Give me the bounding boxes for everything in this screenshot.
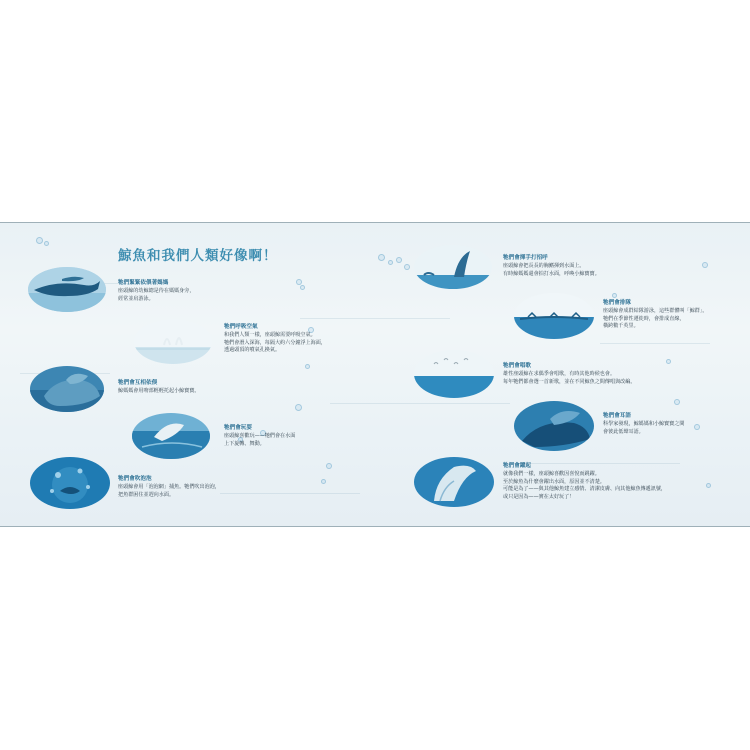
entry-text-line: 透過頭頂的噴氣孔換氣。 <box>224 347 281 354</box>
bubble <box>300 285 305 290</box>
entry-breach <box>503 462 666 501</box>
bubble <box>321 479 326 484</box>
bubble <box>674 399 680 405</box>
bubble <box>36 237 43 244</box>
entry-text-line: 就像我們一樣，座頭鯨喜歡因喜悅而跳躍。 <box>503 471 600 477</box>
entry-heading: 牠們呼吸空氣 <box>224 324 258 330</box>
entry-text-line: 上下旋轉、舞動。 <box>224 440 265 447</box>
whale-illustration <box>414 245 492 289</box>
entry-text-line: 雄性座頭鯨在求偶季會唱歌，有時其他時候也會。 <box>503 371 616 377</box>
bubble <box>388 260 393 265</box>
watercolor-stroke <box>300 318 450 319</box>
bubble <box>378 254 385 261</box>
entry-text-line: 把魚群困住並趕向水面。 <box>118 491 175 498</box>
entry-whisper <box>603 412 685 436</box>
entry-text-line: 橫跨數千英里。 <box>603 323 639 330</box>
watercolor-stroke <box>220 493 360 494</box>
entry-text-line: 和我們人類一樣，座頭鯨需要呼吸空氣。 <box>224 332 316 338</box>
entry-text-line: 或只是因為——實在太好玩了！ <box>503 493 575 500</box>
entry-wave-hello <box>503 254 600 278</box>
whale-illustration <box>132 413 210 459</box>
bubble <box>396 257 402 263</box>
page-title: 鯨魚和我們人類好像啊！ <box>118 248 278 264</box>
entry-text-line: 會彼此低聲耳語。 <box>603 428 644 435</box>
bubble <box>44 241 49 246</box>
entry-text-line: 每年牠們都會選一首新歌，並在不同鯨魚之間傳唱與改編。 <box>503 378 636 385</box>
whale-illustration <box>28 267 106 312</box>
entry-text-line: 經常並肩游泳。 <box>118 295 154 302</box>
entry-text-line: 鯨媽媽會用吻部輕輕托起小鯨寶寶。 <box>118 388 200 394</box>
entry-heading: 牠們會耳語 <box>603 413 631 419</box>
entry-heading: 牠們會吹泡泡 <box>118 476 152 482</box>
bubble <box>666 359 671 364</box>
bubble <box>305 364 310 369</box>
whale-illustration <box>414 457 494 507</box>
entry-heading: 牠們會玩耍 <box>224 425 252 431</box>
bubble <box>612 293 617 298</box>
whale-illustration <box>414 350 494 398</box>
bubble <box>702 262 708 268</box>
bubble <box>326 463 332 469</box>
entry-line-up <box>603 299 707 331</box>
entry-heading: 牠們緊緊依偎著媽媽 <box>118 280 169 286</box>
entry-text-line: 可能是為了——與其他鯨魚建立感情、清潔皮膚、向其他鯨魚傳遞訊號， <box>503 486 667 493</box>
entry-text-line: 牠們會潛入深海，每隔大約六分鐘浮上海面， <box>224 339 326 346</box>
entry-text-line: 座頭鯨的幼鯨總是待在媽媽身旁， <box>118 288 195 294</box>
entry-text-line: 座頭鯨會把長長的胸鰭揮到水面上。 <box>503 263 585 269</box>
bubble <box>295 404 302 411</box>
entry-text-line: 座頭鯨喜歡玩——牠們會在水面 <box>224 433 296 439</box>
entry-text-line: 座頭鯨會成群結隊游泳，這些群體叫「鯨群」。 <box>603 308 708 314</box>
entry-play <box>224 424 295 448</box>
entry-heading: 牠們會唱歌 <box>503 363 531 369</box>
whale-illustration <box>30 457 110 509</box>
whale-illustration <box>514 293 594 339</box>
entry-stay-with-mom <box>118 279 194 303</box>
bubble <box>694 424 700 430</box>
whale-illustration <box>30 366 104 412</box>
entry-heading: 牠們會互相依偎 <box>118 380 158 386</box>
entry-text-line: 至於鯨魚為什麼會躍出水面，原因並不清楚。 <box>503 478 605 485</box>
entry-nuzzle <box>118 379 200 396</box>
bubble <box>706 483 711 488</box>
whale-illustration <box>134 319 212 364</box>
entry-heading: 牠們會躍起 <box>503 463 531 469</box>
entry-heading: 牠們會揮手打招呼 <box>503 255 548 261</box>
entry-text-line: 牠們在季節性遷徙時，會排成直線， <box>603 315 685 322</box>
entry-text-line: 有時鯨媽媽還會拍打水面，呼喚小鯨寶寶。 <box>503 270 600 277</box>
whale-illustration <box>514 401 594 451</box>
entry-breathe-air <box>224 323 326 355</box>
entry-sing <box>503 362 635 386</box>
entry-text-line: 科學家發現，鯨媽媽和小鯨寶寶之間 <box>603 421 685 427</box>
watercolor-stroke <box>330 403 510 404</box>
entry-heading: 牠們會排隊 <box>603 300 631 306</box>
picture-book-spread <box>0 222 750 527</box>
entry-blow-bubbles <box>118 475 220 499</box>
bubble <box>404 264 410 270</box>
entry-text-line: 座頭鯨會用「泡泡網」捕魚。牠們吹出泡泡， <box>118 484 220 490</box>
watercolor-stroke <box>600 343 710 344</box>
